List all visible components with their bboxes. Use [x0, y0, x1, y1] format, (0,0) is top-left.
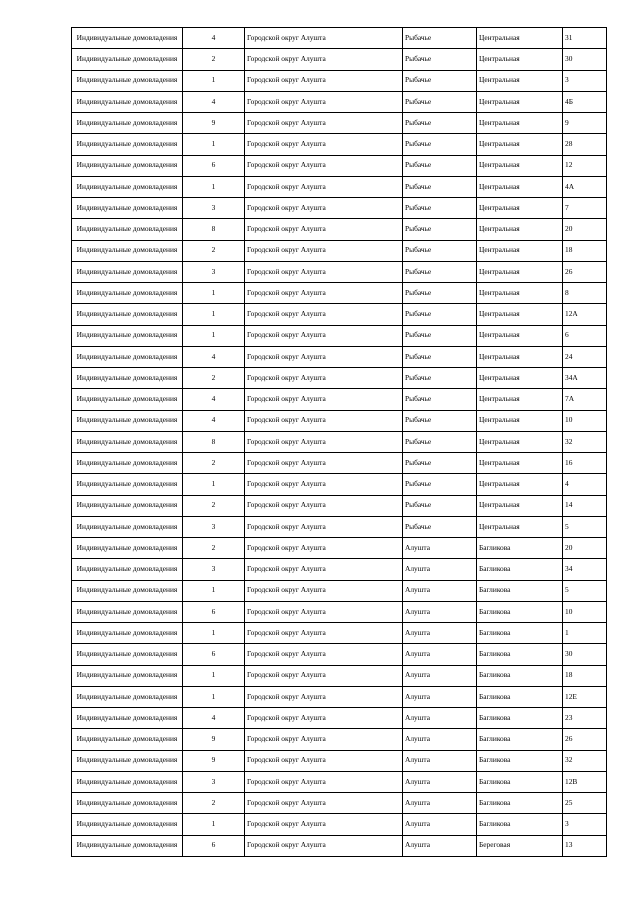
cell-locality: Алушта: [403, 771, 477, 792]
table-row: [72, 70, 607, 91]
cell-house-number: 20: [563, 538, 607, 559]
table-row: [72, 325, 607, 346]
cell-street: Багликова: [477, 729, 563, 750]
cell-house-number: 8: [563, 283, 607, 304]
cell-locality: Алушта: [403, 644, 477, 665]
cell-locality: Алушта: [403, 793, 477, 814]
cell-locality: Рыбачье: [403, 49, 477, 70]
table-row: [72, 346, 607, 367]
cell-street: Центральная: [477, 325, 563, 346]
cell-locality: Рыбачье: [403, 304, 477, 325]
cell-count: 9: [183, 750, 245, 771]
cell-street: Центральная: [477, 516, 563, 537]
cell-street: Багликова: [477, 623, 563, 644]
cell-house-number: 9: [563, 113, 607, 134]
cell-house-number: 6: [563, 325, 607, 346]
cell-house-number: 18: [563, 665, 607, 686]
table-row: [72, 155, 607, 176]
cell-house-number: 4А: [563, 176, 607, 197]
cell-street: Багликова: [477, 538, 563, 559]
cell-building-type: Индивидуальные домовладения: [72, 453, 183, 474]
cell-building-type: Индивидуальные домовладения: [72, 708, 183, 729]
cell-count: 2: [183, 495, 245, 516]
cell-building-type: Индивидуальные домовладения: [72, 580, 183, 601]
cell-building-type: Индивидуальные домовладения: [72, 49, 183, 70]
table-row: [72, 474, 607, 495]
cell-building-type: Индивидуальные домовладения: [72, 176, 183, 197]
cell-building-type: Индивидуальные домовладения: [72, 283, 183, 304]
cell-house-number: 34А: [563, 368, 607, 389]
cell-building-type: Индивидуальные домовладения: [72, 113, 183, 134]
cell-locality: Рыбачье: [403, 325, 477, 346]
table-row: [72, 814, 607, 835]
cell-building-type: Индивидуальные домовладения: [72, 601, 183, 622]
cell-building-type: Индивидуальные домовладения: [72, 134, 183, 155]
cell-locality: Алушта: [403, 729, 477, 750]
cell-locality: Рыбачье: [403, 198, 477, 219]
cell-building-type: Индивидуальные домовладения: [72, 198, 183, 219]
cell-district: Городской округ Алушта: [245, 601, 403, 622]
cell-street: Центральная: [477, 453, 563, 474]
cell-building-type: Индивидуальные домовладения: [72, 516, 183, 537]
cell-street: Центральная: [477, 283, 563, 304]
cell-locality: Алушта: [403, 750, 477, 771]
table-row: [72, 516, 607, 537]
cell-district: Городской округ Алушта: [245, 835, 403, 856]
table-row: [72, 538, 607, 559]
cell-district: Городской округ Алушта: [245, 49, 403, 70]
cell-district: Городской округ Алушта: [245, 495, 403, 516]
cell-house-number: 12А: [563, 304, 607, 325]
cell-count: 1: [183, 176, 245, 197]
cell-house-number: 3: [563, 70, 607, 91]
cell-locality: Алушта: [403, 623, 477, 644]
table-row: [72, 580, 607, 601]
cell-building-type: Индивидуальные домовладения: [72, 750, 183, 771]
cell-district: Городской округ Алушта: [245, 431, 403, 452]
cell-count: 3: [183, 771, 245, 792]
cell-locality: Алушта: [403, 580, 477, 601]
table-row: [72, 134, 607, 155]
table-row: [72, 644, 607, 665]
table-row: [72, 771, 607, 792]
cell-building-type: Индивидуальные домовладения: [72, 431, 183, 452]
cell-count: 1: [183, 304, 245, 325]
cell-street: Багликова: [477, 665, 563, 686]
cell-street: Центральная: [477, 70, 563, 91]
cell-count: 1: [183, 665, 245, 686]
cell-count: 8: [183, 219, 245, 240]
cell-street: Береговая: [477, 835, 563, 856]
cell-street: Центральная: [477, 155, 563, 176]
cell-street: Багликова: [477, 644, 563, 665]
cell-locality: Рыбачье: [403, 453, 477, 474]
cell-street: Центральная: [477, 389, 563, 410]
cell-building-type: Индивидуальные домовладения: [72, 91, 183, 112]
cell-district: Городской округ Алушта: [245, 771, 403, 792]
table-row: [72, 304, 607, 325]
cell-street: Центральная: [477, 495, 563, 516]
table-row: [72, 453, 607, 474]
cell-street: Багликова: [477, 708, 563, 729]
cell-locality: Рыбачье: [403, 219, 477, 240]
cell-house-number: 32: [563, 431, 607, 452]
cell-locality: Рыбачье: [403, 113, 477, 134]
cell-district: Городской округ Алушта: [245, 70, 403, 91]
cell-building-type: Индивидуальные домовладения: [72, 219, 183, 240]
cell-building-type: Индивидуальные домовладения: [72, 346, 183, 367]
cell-house-number: 10: [563, 601, 607, 622]
table-row: [72, 431, 607, 452]
housing-table: [71, 27, 607, 857]
cell-count: 1: [183, 580, 245, 601]
cell-locality: Рыбачье: [403, 368, 477, 389]
cell-district: Городской округ Алушта: [245, 389, 403, 410]
cell-street: Багликова: [477, 580, 563, 601]
cell-district: Городской округ Алушта: [245, 28, 403, 49]
cell-house-number: 5: [563, 516, 607, 537]
cell-district: Городской округ Алушта: [245, 240, 403, 261]
table-row: [72, 113, 607, 134]
cell-building-type: Индивидуальные домовладения: [72, 261, 183, 282]
cell-building-type: Индивидуальные домовладения: [72, 240, 183, 261]
table-row: [72, 686, 607, 707]
cell-building-type: Индивидуальные домовладения: [72, 623, 183, 644]
cell-locality: Алушта: [403, 559, 477, 580]
cell-house-number: 12: [563, 155, 607, 176]
cell-building-type: Индивидуальные домовладения: [72, 729, 183, 750]
cell-locality: Рыбачье: [403, 240, 477, 261]
cell-street: Центральная: [477, 240, 563, 261]
cell-house-number: 30: [563, 49, 607, 70]
cell-house-number: 4: [563, 474, 607, 495]
cell-count: 4: [183, 389, 245, 410]
cell-building-type: Индивидуальные домовладения: [72, 325, 183, 346]
cell-locality: Рыбачье: [403, 410, 477, 431]
cell-locality: Рыбачье: [403, 389, 477, 410]
cell-house-number: 1: [563, 623, 607, 644]
cell-count: 4: [183, 346, 245, 367]
cell-street: Центральная: [477, 474, 563, 495]
cell-house-number: 28: [563, 134, 607, 155]
table-row: [72, 601, 607, 622]
table-row: [72, 389, 607, 410]
cell-house-number: 10: [563, 410, 607, 431]
cell-house-number: 23: [563, 708, 607, 729]
cell-street: Центральная: [477, 198, 563, 219]
cell-street: Багликова: [477, 814, 563, 835]
cell-count: 2: [183, 368, 245, 389]
cell-street: Центральная: [477, 113, 563, 134]
cell-house-number: 18: [563, 240, 607, 261]
cell-count: 8: [183, 431, 245, 452]
cell-locality: Алушта: [403, 708, 477, 729]
cell-locality: Рыбачье: [403, 155, 477, 176]
cell-house-number: 7: [563, 198, 607, 219]
cell-street: Центральная: [477, 219, 563, 240]
cell-count: 3: [183, 261, 245, 282]
table-row: [72, 559, 607, 580]
cell-count: 4: [183, 708, 245, 729]
cell-count: 4: [183, 91, 245, 112]
cell-building-type: Индивидуальные домовладения: [72, 304, 183, 325]
cell-house-number: 20: [563, 219, 607, 240]
cell-count: 4: [183, 410, 245, 431]
cell-district: Городской округ Алушта: [245, 665, 403, 686]
cell-building-type: Индивидуальные домовладения: [72, 368, 183, 389]
cell-count: 3: [183, 198, 245, 219]
cell-locality: Рыбачье: [403, 283, 477, 304]
table-row: [72, 261, 607, 282]
cell-street: Центральная: [477, 346, 563, 367]
cell-count: 1: [183, 686, 245, 707]
cell-house-number: 13: [563, 835, 607, 856]
cell-street: Багликова: [477, 601, 563, 622]
cell-house-number: 31: [563, 28, 607, 49]
cell-count: 4: [183, 28, 245, 49]
cell-building-type: Индивидуальные домовладения: [72, 410, 183, 431]
cell-locality: Рыбачье: [403, 134, 477, 155]
cell-district: Городской округ Алушта: [245, 155, 403, 176]
document-page: [71, 27, 606, 857]
cell-district: Городской округ Алушта: [245, 623, 403, 644]
cell-house-number: 16: [563, 453, 607, 474]
cell-street: Центральная: [477, 49, 563, 70]
cell-street: Багликова: [477, 686, 563, 707]
cell-district: Городской округ Алушта: [245, 113, 403, 134]
cell-house-number: 12Е: [563, 686, 607, 707]
table-row: [72, 219, 607, 240]
cell-district: Городской округ Алушта: [245, 538, 403, 559]
cell-count: 1: [183, 474, 245, 495]
cell-street: Центральная: [477, 134, 563, 155]
cell-street: Багликова: [477, 793, 563, 814]
table-row: [72, 665, 607, 686]
cell-count: 6: [183, 155, 245, 176]
cell-street: Центральная: [477, 261, 563, 282]
cell-locality: Рыбачье: [403, 516, 477, 537]
cell-locality: Рыбачье: [403, 176, 477, 197]
cell-locality: Алушта: [403, 665, 477, 686]
cell-district: Городской округ Алушта: [245, 453, 403, 474]
cell-house-number: 4Б: [563, 91, 607, 112]
cell-building-type: Индивидуальные домовладения: [72, 814, 183, 835]
cell-house-number: 24: [563, 346, 607, 367]
cell-street: Центральная: [477, 368, 563, 389]
cell-house-number: 26: [563, 261, 607, 282]
cell-street: Центральная: [477, 28, 563, 49]
table-row: [72, 368, 607, 389]
cell-district: Городской округ Алушта: [245, 644, 403, 665]
cell-building-type: Индивидуальные домовладения: [72, 538, 183, 559]
cell-street: Багликова: [477, 559, 563, 580]
cell-district: Городской округ Алушта: [245, 346, 403, 367]
cell-count: 2: [183, 538, 245, 559]
cell-locality: Алушта: [403, 686, 477, 707]
cell-count: 1: [183, 134, 245, 155]
cell-house-number: 25: [563, 793, 607, 814]
table-row: [72, 240, 607, 261]
cell-district: Городской округ Алушта: [245, 750, 403, 771]
cell-house-number: 7А: [563, 389, 607, 410]
cell-building-type: Индивидуальные домовладения: [72, 155, 183, 176]
cell-count: 1: [183, 623, 245, 644]
cell-building-type: Индивидуальные домовладения: [72, 70, 183, 91]
cell-district: Городской округ Алушта: [245, 304, 403, 325]
table-row: [72, 198, 607, 219]
cell-count: 1: [183, 325, 245, 346]
cell-building-type: Индивидуальные домовладения: [72, 835, 183, 856]
cell-district: Городской округ Алушта: [245, 368, 403, 389]
cell-locality: Рыбачье: [403, 431, 477, 452]
table-row: [72, 176, 607, 197]
cell-locality: Алушта: [403, 601, 477, 622]
cell-locality: Рыбачье: [403, 91, 477, 112]
table-body: [72, 28, 607, 857]
cell-street: Багликова: [477, 750, 563, 771]
cell-street: Центральная: [477, 91, 563, 112]
cell-house-number: 3: [563, 814, 607, 835]
cell-district: Городской округ Алушта: [245, 91, 403, 112]
cell-street: Центральная: [477, 176, 563, 197]
cell-locality: Рыбачье: [403, 474, 477, 495]
cell-count: 6: [183, 601, 245, 622]
cell-locality: Рыбачье: [403, 261, 477, 282]
table-row: [72, 750, 607, 771]
cell-count: 1: [183, 283, 245, 304]
cell-district: Городской округ Алушта: [245, 814, 403, 835]
table-row: [72, 91, 607, 112]
cell-count: 6: [183, 644, 245, 665]
cell-locality: Рыбачье: [403, 495, 477, 516]
cell-count: 2: [183, 793, 245, 814]
table-row: [72, 729, 607, 750]
cell-count: 1: [183, 814, 245, 835]
cell-district: Городской округ Алушта: [245, 325, 403, 346]
cell-district: Городской округ Алушта: [245, 134, 403, 155]
cell-district: Городской округ Алушта: [245, 729, 403, 750]
table-row: [72, 793, 607, 814]
cell-locality: Алушта: [403, 814, 477, 835]
cell-house-number: 30: [563, 644, 607, 665]
cell-count: 2: [183, 240, 245, 261]
cell-district: Городской округ Алушта: [245, 559, 403, 580]
cell-building-type: Индивидуальные домовладения: [72, 686, 183, 707]
cell-house-number: 5: [563, 580, 607, 601]
table-row: [72, 28, 607, 49]
cell-building-type: Индивидуальные домовладения: [72, 793, 183, 814]
cell-street: Багликова: [477, 771, 563, 792]
cell-street: Центральная: [477, 431, 563, 452]
cell-district: Городской округ Алушта: [245, 708, 403, 729]
cell-count: 2: [183, 49, 245, 70]
cell-street: Центральная: [477, 304, 563, 325]
cell-house-number: 26: [563, 729, 607, 750]
table-row: [72, 708, 607, 729]
cell-locality: Рыбачье: [403, 70, 477, 91]
cell-district: Городской округ Алушта: [245, 176, 403, 197]
table-row: [72, 835, 607, 856]
cell-house-number: 34: [563, 559, 607, 580]
cell-building-type: Индивидуальные домовладения: [72, 559, 183, 580]
cell-locality: Алушта: [403, 835, 477, 856]
cell-district: Городской округ Алушта: [245, 410, 403, 431]
cell-district: Городской округ Алушта: [245, 261, 403, 282]
table-row: [72, 623, 607, 644]
cell-house-number: 32: [563, 750, 607, 771]
cell-district: Городской округ Алушта: [245, 516, 403, 537]
cell-building-type: Индивидуальные домовладения: [72, 665, 183, 686]
table-row: [72, 410, 607, 431]
cell-district: Городской округ Алушта: [245, 198, 403, 219]
cell-building-type: Индивидуальные домовладения: [72, 771, 183, 792]
cell-count: 3: [183, 516, 245, 537]
cell-building-type: Индивидуальные домовладения: [72, 28, 183, 49]
cell-building-type: Индивидуальные домовладения: [72, 644, 183, 665]
cell-count: 9: [183, 113, 245, 134]
cell-district: Городской округ Алушта: [245, 580, 403, 601]
cell-building-type: Индивидуальные домовладения: [72, 389, 183, 410]
cell-district: Городской округ Алушта: [245, 474, 403, 495]
cell-district: Городской округ Алушта: [245, 283, 403, 304]
cell-count: 3: [183, 559, 245, 580]
cell-count: 6: [183, 835, 245, 856]
cell-locality: Алушта: [403, 538, 477, 559]
cell-count: 9: [183, 729, 245, 750]
table-row: [72, 495, 607, 516]
cell-district: Городской округ Алушта: [245, 686, 403, 707]
cell-count: 1: [183, 70, 245, 91]
table-row: [72, 283, 607, 304]
cell-building-type: Индивидуальные домовладения: [72, 495, 183, 516]
cell-street: Центральная: [477, 410, 563, 431]
cell-house-number: 12В: [563, 771, 607, 792]
cell-house-number: 14: [563, 495, 607, 516]
cell-building-type: Индивидуальные домовладения: [72, 474, 183, 495]
cell-district: Городской округ Алушта: [245, 793, 403, 814]
cell-district: Городской округ Алушта: [245, 219, 403, 240]
cell-locality: Рыбачье: [403, 28, 477, 49]
cell-locality: Рыбачье: [403, 346, 477, 367]
cell-count: 2: [183, 453, 245, 474]
table-row: [72, 49, 607, 70]
